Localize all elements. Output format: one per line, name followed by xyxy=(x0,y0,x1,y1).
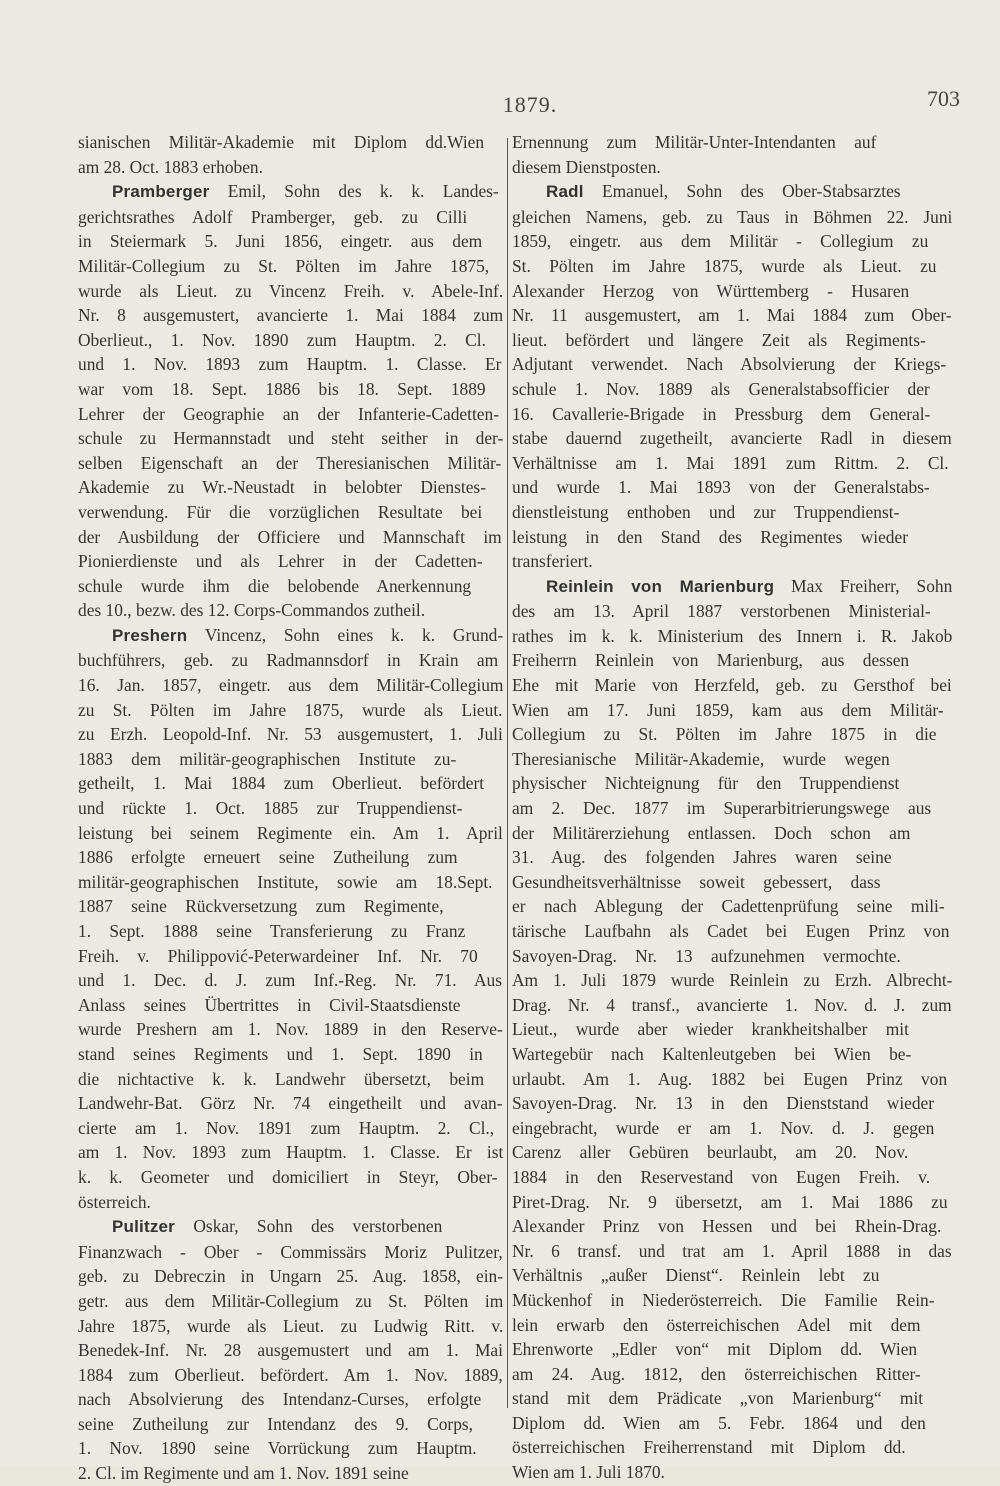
text-line: getheilt, 1. Mai 1884 zum Oberlieut. befördert xyxy=(78,773,485,794)
entry-name: Preshern xyxy=(112,625,188,645)
text-line: 1884 zum Oberlieut. befördert. Am 1. Nov. 1889, xyxy=(78,1364,503,1385)
entry-text: Emanuel, Sohn des Ober-Stabsarztes xyxy=(583,181,901,202)
text-line: diesem Dienstposten. xyxy=(512,156,661,177)
entry-heading-line xyxy=(78,1214,503,1240)
text-line: leistung in den Stand des Regimentes wieder xyxy=(512,526,909,547)
text-line: seine Zutheilung zur Intendanz des 9. Corps, xyxy=(78,1413,474,1434)
text-line: Gesundheitsverhältnisse soweit gebessert, dass xyxy=(512,871,881,892)
text-line: er nach Ablegung der Cadettenprüfung seine mili- xyxy=(512,896,945,917)
entry-text: Vincenz, Sohn eines k. k. Grund- xyxy=(187,624,504,645)
text-line: 1859, eingetr. aus dem Militär - Collegium zu xyxy=(512,231,929,252)
text-line: Anlass seines Übertrittes in Civil-Staatsdienste xyxy=(78,994,461,1015)
text-line: Akademie zu Wr.-Neustadt in belobter Dienstes- xyxy=(78,477,486,498)
text-line: des am 13. April 1887 verstorbenen Ministerial- xyxy=(512,601,931,622)
text-line: cierte am 1. Nov. 1891 zum Hauptm. 2. Cl., xyxy=(78,1117,495,1138)
page-header-year: 1879. xyxy=(502,92,558,117)
text-line: Benedek-Inf. Nr. 28 ausgemustert und am 1. Mai xyxy=(78,1340,503,1361)
text-line: Wien am 1. Juli 1870. xyxy=(512,1462,665,1483)
text-line: 1883 dem militär-geographischen Institute zu- xyxy=(78,748,457,769)
entry-text: Oskar, Sohn des verstorbenen xyxy=(175,1216,443,1237)
text-line: schule 1. Nov. 1889 als Generalstabsofficier der xyxy=(512,378,930,399)
text-line: lein erwarb den österreichischen Adel mit dem xyxy=(512,1314,921,1335)
entry-heading-line xyxy=(512,574,952,600)
text-line: urlaubt. Am 1. Aug. 1882 bei Eugen Prinz von xyxy=(512,1068,948,1089)
text-line: rathes im k. k. Ministerium des Innern i. R. Jakob xyxy=(512,625,953,646)
text-line: 1886 erfolgte erneuert seine Zutheilung zum xyxy=(78,847,458,868)
text-line: Ehe mit Marie von Herzfeld, geb. zu Gersthof bei xyxy=(512,675,952,696)
page-number: 703 xyxy=(927,86,960,111)
text-line: getr. aus dem Militär-Collegium zu St. Pölten im xyxy=(78,1290,504,1311)
text-line: Wien am 17. Juni 1859, kam aus dem Militär- xyxy=(512,699,944,720)
text-line: schule wurde ihm die belobende Anerkennung xyxy=(78,575,472,596)
text-line: gerichtsrathes Adolf Pramberger, geb. zu Cilli xyxy=(78,206,468,227)
text-line: sianischen Militär-Akademie mit Diplom dd.Wien xyxy=(78,132,485,152)
text-line: physischer Nichteignung für den Truppendienst xyxy=(512,773,900,794)
text-line: selben Eigenschaft an der Theresianischen Militär- xyxy=(78,452,502,473)
text-line: 1. Sept. 1888 seine Transferierung zu Franz xyxy=(78,921,466,941)
text-line: und rückte 1. Oct. 1885 zur Truppendienst- xyxy=(78,798,463,819)
text-line: Ehrenworte „Edler von“ mit Diplom dd. Wien xyxy=(512,1339,918,1360)
text-line: dienstleistung enthoben und zur Truppendienst- xyxy=(512,501,900,522)
text-line: und 1. Dec. d. J. zum Inf.-Reg. Nr. 71. Aus xyxy=(78,970,503,991)
text-line: zu St. Pölten im Jahre 1875, wurde als Lieut. xyxy=(78,699,503,720)
text-line: am 2. Dec. 1877 im Superarbitrierungswege aus xyxy=(512,798,932,819)
entry-name: Pramberger xyxy=(112,182,210,202)
text-line: Freiherrn Reinlein von Marienburg, aus dessen xyxy=(512,650,910,671)
text-line: Alexander Prinz von Hessen und bei Rhein-Drag. xyxy=(512,1216,942,1237)
text-line: und 1. Nov. 1893 zum Hauptm. 1. Classe. Er xyxy=(78,354,502,375)
entry-name: Pulitzer xyxy=(112,1217,176,1237)
text-line: Carenz aller Gebüren beurlaubt, am 20. Nov. xyxy=(512,1142,909,1163)
text-line: Freih. v. Philippović-Peterwardeiner Inf. Nr. 70 xyxy=(78,945,478,966)
text-line: in Steiermark 5. Juni 1856, eingetr. aus dem xyxy=(78,231,483,252)
text-line: Savoyen-Drag. Nr. 13 in den Dienststand wieder xyxy=(512,1093,935,1114)
text-line: Landwehr-Bat. Görz Nr. 74 eingetheilt und avan- xyxy=(78,1093,503,1114)
text-line: zu Erzh. Leopold-Inf. Nr. 53 ausgemustert, 1. Juli xyxy=(78,724,503,745)
text-line: buchführers, geb. zu Radmannsdorf in Krain am xyxy=(78,650,499,671)
text-line: geb. zu Debreczin in Ungarn 25. Aug. 1858, ein- xyxy=(78,1266,504,1287)
text-line: am 24. Aug. 1812, den österreichischen Ritter- xyxy=(512,1363,921,1384)
text-line: Collegium zu St. Pölten im Jahre 1875 in die xyxy=(512,724,937,745)
text-line: Diplom dd. Wien am 5. Febr. 1864 und den xyxy=(512,1412,926,1433)
text-line: und wurde 1. Mai 1893 von der Generalstabs- xyxy=(512,477,930,498)
text-line: Finanzwach - Ober - Commissärs Moriz Pulitzer, xyxy=(78,1241,503,1262)
text-line: militär-geographischen Institute, sowie am 18.Sept. xyxy=(78,871,493,892)
text-line: Adjutant verwendet. Nach Absolvierung der Kriegs- xyxy=(512,354,947,375)
text-line: Pionierdienste und als Lehrer in der Cadetten- xyxy=(78,551,483,572)
text-line: 1884 in den Reservestand von Eugen Freih. v. xyxy=(512,1166,931,1187)
text-line: wurde Preshern am 1. Nov. 1889 in den Reserve- xyxy=(78,1019,503,1040)
text-line: Jahre 1875, wurde als Lieut. zu Ludwig Ritt. v. xyxy=(78,1315,504,1336)
text-line: Militär-Collegium zu St. Pölten im Jahre 1875, xyxy=(78,255,490,276)
text-line: stabe dauernd zugetheilt, avancierte Radl in diesem xyxy=(512,428,952,449)
text-line: Verhältnisse am 1. Mai 1891 zum Rittm. 2. Cl. xyxy=(512,452,949,473)
text-line: 16. Jan. 1857, eingetr. aus dem Militär-Collegium xyxy=(78,675,504,696)
text-line: 1887 seine Rückversetzung zum Regimente, xyxy=(78,896,444,917)
text-line: Ernennung zum Militär-Unter-Intendanten auf xyxy=(512,132,877,152)
text-line: k. k. Geometer und domiciliert in Steyr, Ober- xyxy=(78,1166,498,1187)
right-column xyxy=(512,130,953,1483)
text-line: eingebracht, wurde er am 1. Nov. d. J. gegen xyxy=(512,1117,935,1138)
text-line: stand mit dem Prädicate „von Marienburg“ mit xyxy=(512,1388,924,1409)
text-line: war vom 18. Sept. 1886 bis 18. Sept. 1889 xyxy=(78,378,486,399)
text-line: am 28. Oct. 1883 erhoben. xyxy=(78,156,263,177)
entry-heading-line xyxy=(78,179,503,205)
text-line: Nr. 11 ausgemustert, am 1. Mai 1884 zum Ober- xyxy=(512,305,952,326)
entry-text: Max Freiherr, Sohn xyxy=(774,575,953,596)
text-line: gleichen Namens, geb. zu Taus in Böhmen 22. Juni xyxy=(512,206,953,227)
text-line: Verhältnis „außer Dienst“. Reinlein lebt zu xyxy=(512,1265,880,1286)
text-line: Oberlieut., 1. Nov. 1890 zum Hauptm. 2. Cl. xyxy=(78,329,486,350)
text-line: transferiert. xyxy=(512,551,593,572)
entry-name: Reinlein von Marienburg xyxy=(546,576,775,596)
text-line: verwendung. Für die vorzüglichen Resultate bei xyxy=(78,501,483,522)
entry-text: Emil, Sohn des k. k. Landes- xyxy=(209,181,499,202)
text-line: St. Pölten im Jahre 1875, wurde als Lieut. zu xyxy=(512,255,937,276)
text-line: österreich. xyxy=(78,1191,151,1212)
text-line: leistung bei seinem Regimente ein. Am 1. April xyxy=(78,822,503,843)
text-line: Lehrer der Geographie an der Infanterie-Cadetten- xyxy=(78,403,499,424)
text-line: Lieut., wurde aber wieder krankheitshalber mit xyxy=(512,1019,909,1040)
text-line: wurde als Lieut. zu Vincenz Freih. v. Abele-Inf. xyxy=(78,280,504,301)
text-line: Savoyen-Drag. Nr. 13 aufzunehmen vermochte. xyxy=(512,945,901,966)
left-column xyxy=(78,130,504,1484)
text-line: der Ausbildung der Officiere und Mannschaft im xyxy=(78,526,502,547)
text-line: Alexander Herzog von Württemberg - Husaren xyxy=(512,280,910,301)
entry-heading-line xyxy=(78,623,503,649)
text-line: am 1. Nov. 1893 zum Hauptm. 1. Classe. Er ist xyxy=(78,1142,504,1163)
text-line: lieut. befördert und längere Zeit als Regiments- xyxy=(512,329,926,350)
text-line: Wartegebür nach Kaltenleutgeben bei Wien be- xyxy=(512,1043,912,1064)
text-line: des 10., bezw. des 12. Corps-Commandos zutheil. xyxy=(78,600,426,621)
column-divider xyxy=(507,138,508,1408)
text-line: nach Absolvierung des Intendanz-Curses, erfolgte xyxy=(78,1389,482,1410)
text-line: 1. Nov. 1890 seine Vorrückung zum Hauptm. xyxy=(78,1438,477,1459)
text-line: Am 1. Juli 1879 wurde Reinlein zu Erzh. Albrecht- xyxy=(512,970,953,991)
text-line: 2. Cl. im Regimente und am 1. Nov. 1891 seine xyxy=(78,1463,409,1484)
text-line: der Militärerziehung entlassen. Doch schon am xyxy=(512,822,911,843)
entry-heading-line xyxy=(512,179,952,205)
text-line: Nr. 8 ausgemustert, avancierte 1. Mai 1884 zum xyxy=(78,305,504,326)
text-line: schule zu Hermannstadt und steht seither in der- xyxy=(78,428,504,449)
text-line: österreichischen Freiherrenstand mit Diplom dd. xyxy=(512,1437,906,1458)
text-line: Theresianische Militär-Akademie, wurde wegen xyxy=(512,748,890,769)
text-line: die nichtactive k. k. Landwehr übersetzt, beim xyxy=(78,1068,485,1089)
text-line: 31. Aug. des folgenden Jahres waren seine xyxy=(512,847,892,868)
text-line: Nr. 6 transf. und trat am 1. April 1888 in das xyxy=(512,1240,952,1261)
text-line: 16. Cavallerie-Brigade in Pressburg dem General- xyxy=(512,403,931,424)
text-line: stand seines Regiments und 1. Sept. 1890 in xyxy=(78,1043,483,1064)
text-line: Piret-Drag. Nr. 9 übersetzt, am 1. Mai 1886 zu xyxy=(512,1191,948,1212)
entry-name: Radl xyxy=(546,182,584,202)
text-line: tärische Laufbahn als Cadet bei Eugen Prinz von xyxy=(512,921,950,941)
text-line: Mückenhof in Niederösterreich. Die Familie Rein- xyxy=(512,1289,935,1310)
text-line: Drag. Nr. 4 transf., avancierte 1. Nov. d. J. zum xyxy=(512,994,952,1015)
